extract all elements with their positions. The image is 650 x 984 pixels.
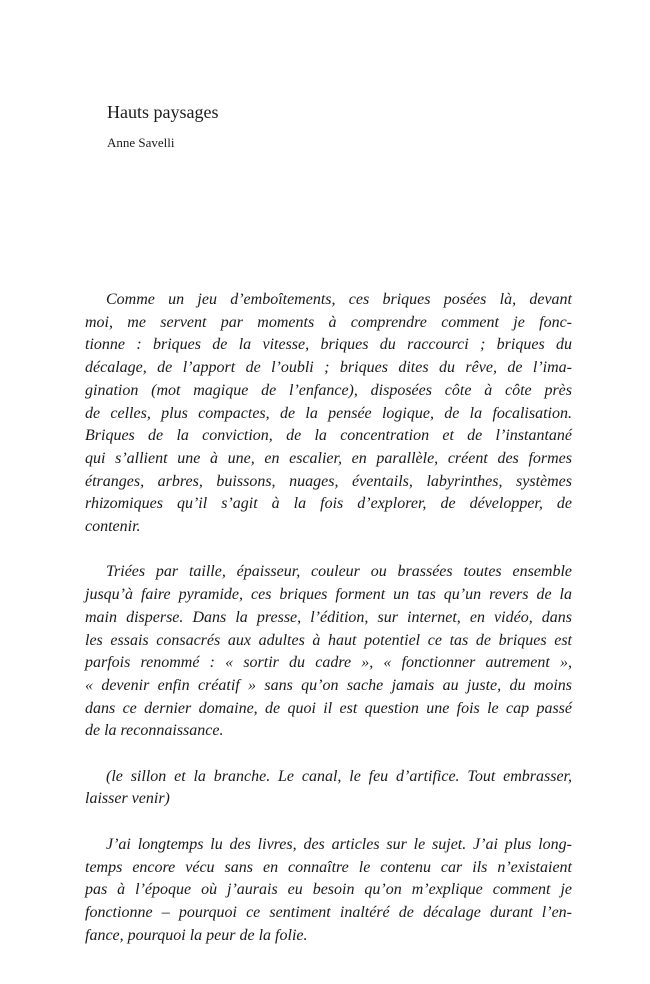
paragraph-line: tionne : briques de la vitesse, briques du raccourci ; briques du [85, 336, 572, 354]
paragraph-line: les essais consacrés aux adultes à haut potentiel ce tas de briques est [85, 631, 572, 649]
paragraph-line: de celles, plus compactes, de la pensée logique, de la focalisation. [85, 404, 572, 422]
paragraph [85, 766, 572, 811]
paragraph-line: « devenir enfin créatif » sans qu’on sache jamais au juste, du moins [85, 676, 572, 694]
paragraph-line: rhizomiques qu’il s’agit à la fois d’explorer, de développer, de [85, 495, 572, 513]
paragraph-line: (le sillon et la branche. Le canal, le feu d’artifice. Tout embrasser, [106, 767, 572, 785]
paragraph-line: gination (mot magique de l’enfance), disposées côte à côte près [85, 381, 572, 399]
paragraph-line: moi, me servent par moments à comprendre comment je fonc- [85, 313, 572, 331]
paragraph-line: main disperse. Dans la presse, l’édition, sur internet, en vidéo, dans [85, 608, 572, 626]
paragraph-line: dans ce dernier domaine, de quoi il est question une fois le cap passé [85, 699, 572, 717]
paragraph-line: fonctionne – pourquoi ce sentiment inaltéré de décalage durant l’en- [85, 903, 572, 921]
paragraph [85, 561, 572, 743]
page-title: Hauts paysages [107, 102, 219, 122]
body-text [85, 289, 572, 970]
paragraph [85, 289, 572, 539]
paragraph-line: de la reconnaissance. [85, 722, 224, 740]
paragraph-line: J’ai longtemps lu des livres, des articles sur le sujet. J’ai plus long- [106, 835, 572, 853]
paragraph-line: pas à l’époque où j’aurais eu besoin qu’on m’explique comment je [85, 881, 572, 899]
paragraph-line: qui s’allient une à une, en escalier, en parallèle, créent des formes [85, 449, 572, 467]
paragraph-line: étranges, arbres, buissons, nuages, éventails, labyrinthes, systèmes [85, 472, 572, 490]
author-name: Anne Savelli [107, 135, 175, 150]
paragraph-line: contenir. [85, 518, 141, 536]
paragraph-line: jusqu’à faire pyramide, ces briques forment un tas qu’un revers de la [85, 586, 572, 604]
paragraph-line: Triées par taille, épaisseur, couleur ou brassées toutes ensemble [106, 563, 572, 581]
paragraph-line: parfois renommé : « sortir du cadre », « fonctionner autrement », [85, 654, 572, 672]
paragraph-line: laisser venir) [85, 790, 170, 808]
paragraph-line: Briques de la conviction, de la concentration et de l’instantané [85, 427, 572, 445]
paragraph-line: temps encore vécu sans en connaître le contenu car ils n’existaient [85, 858, 572, 876]
paragraph-line: décalage, de l’apport de l’oubli ; briques dites du rêve, de l’ima- [85, 359, 572, 377]
paragraph-line: Comme un jeu d’emboîtements, ces briques posées là, devant [106, 291, 572, 308]
paragraph-line: fance, pourquoi la peur de la folie. [85, 926, 308, 944]
paragraph [85, 834, 572, 948]
